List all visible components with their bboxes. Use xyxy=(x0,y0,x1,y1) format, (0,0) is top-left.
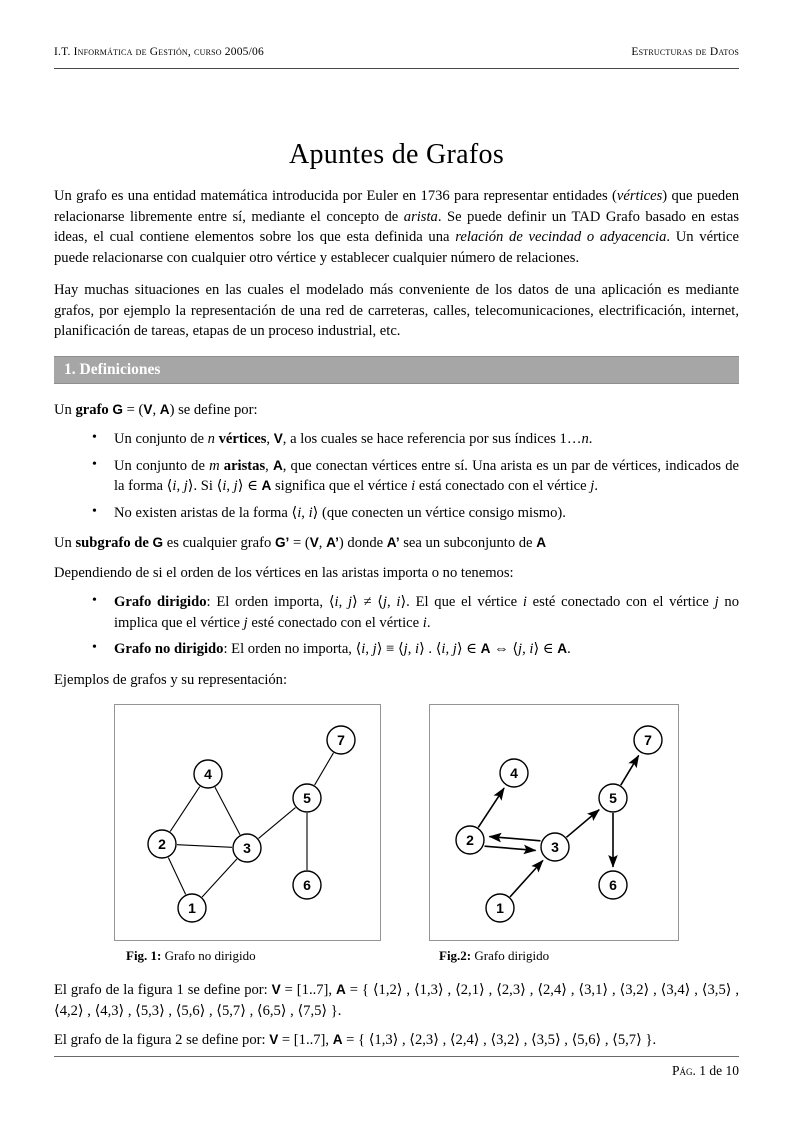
t1-j1: j xyxy=(372,641,377,657)
t1-symbol-A1: A xyxy=(480,641,491,656)
t1-i4: i xyxy=(529,641,534,657)
b1-g: , xyxy=(226,478,234,494)
b1-var-j3: j xyxy=(590,478,595,494)
t0-c: ⟩ ≠ ⟨ xyxy=(352,594,383,610)
t1-c: ⟩ ≡ ⟨ xyxy=(376,641,404,657)
b2-b: , xyxy=(301,504,309,521)
grafo-def-part-a: Un xyxy=(54,401,76,418)
grafo-definition-line xyxy=(54,400,739,421)
ejemplos-lead: Ejemplos de grafos y su representación: xyxy=(54,671,288,688)
f1def-tail: }. xyxy=(327,1002,342,1019)
f2def-mid2: = { xyxy=(342,1032,369,1048)
f2def-pairs: ⟨1,3⟩ , ⟨2,3⟩ , ⟨2,4⟩ , ⟨3,2⟩ , ⟨3,5⟩ , ⟨5,6⟩ , ⟨5,7⟩ xyxy=(368,1032,642,1048)
b0-var-n: n xyxy=(207,431,215,447)
graph-node-3: 3 xyxy=(243,840,251,856)
t0-j2: j xyxy=(382,594,388,610)
fig2-caption-text: Grafo dirigido xyxy=(471,948,550,963)
b1-bold-aristas: aristas xyxy=(223,457,266,474)
b1-var-j1: j xyxy=(183,478,188,494)
f1def-symbol-A: A xyxy=(335,982,346,997)
t1-a: : El orden no importa, ⟨ xyxy=(223,641,362,657)
b0-symbol-V: V xyxy=(273,431,283,446)
t1-b: , xyxy=(365,641,373,657)
b1-var-j2: j xyxy=(233,478,238,494)
intro-p1-part-a: Un grafo es una entidad matemática introducida por Euler en 1736 para representar entidades ( xyxy=(54,188,617,204)
sg-b: es cualquier grafo xyxy=(163,535,275,551)
graph-types-bullet-list xyxy=(54,592,739,660)
figure-2-definition xyxy=(54,1030,739,1051)
b2-c: ⟩ (que conecten un vértice consigo mismo). xyxy=(312,504,566,521)
list-item xyxy=(100,592,739,633)
graph-node-5: 5 xyxy=(303,790,311,806)
fig1-caption-text: Grafo no dirigido xyxy=(161,948,256,963)
b2-var-i1: i xyxy=(297,504,302,521)
t0-bold-dirigido: Grafo dirigido xyxy=(114,594,207,610)
dependiendo-line: Dependiendo de si el orden de los vértices en las aristas importa o no tenemos: xyxy=(54,564,514,581)
t0-i2: i xyxy=(396,594,401,610)
b1-var-i2: i xyxy=(222,478,227,494)
b1-c: , xyxy=(265,457,273,474)
b1-var-m: m xyxy=(209,457,220,474)
b1-var-i1: i xyxy=(172,478,177,494)
graph-node-2: 2 xyxy=(158,836,166,852)
intro-p1-italic-vertices: vértices xyxy=(616,188,663,204)
b1-f: ⟩. Si ⟨ xyxy=(187,478,223,494)
graph-node-1: 1 xyxy=(188,900,196,916)
running-head xyxy=(54,46,739,58)
grafo-def-part-c: = ( xyxy=(122,401,144,418)
footer-page-number: 1 de 10 xyxy=(695,1063,739,1078)
t0-j1: j xyxy=(347,594,353,610)
f1def-pairs: ⟨1,2⟩ , ⟨1,3⟩ , ⟨2,1⟩ , ⟨2,3⟩ , ⟨2,4⟩ , ⟨3,1⟩ , ⟨3,2⟩ , ⟨3,4⟩ , ⟨3,5⟩ , ⟨4,2⟩ , ⟨4,3⟩ , ⟨5,3⟩ , ⟨5,6⟩ , ⟨5,7⟩ , ⟨6,5⟩ , ⟨7,5⟩ xyxy=(54,982,739,1019)
b1-symbol-A2: A xyxy=(261,478,272,493)
t0-i1: i xyxy=(334,594,339,610)
t0-h: esté conectado con el vértice xyxy=(247,614,423,631)
intro-paragraph-1 xyxy=(54,186,739,268)
t0-i3: i xyxy=(522,594,527,610)
graph-node-3: 3 xyxy=(551,839,559,855)
sg-c: = ( xyxy=(289,535,310,551)
t1-i3: i xyxy=(441,641,446,657)
intro-p1-part-b: ) que pueden relacionarse libremente entre sí, mediante el concepto de xyxy=(54,188,739,225)
graph-node-6: 6 xyxy=(609,877,617,893)
subgrafo-definition xyxy=(54,533,739,554)
b1-l: está conectado con el vértice xyxy=(415,478,591,494)
definitions-bullet-list xyxy=(54,429,739,523)
t0-g: no implica que el vértice xyxy=(114,594,739,631)
t1-m: . xyxy=(567,641,571,657)
intro-p1-italic-relacion: relación de vecindad o adyacencia xyxy=(455,229,667,245)
b1-d: , que conectan vértices entre sí. Una arista es un par de vértices, indicados de la forma ⟨ xyxy=(114,457,739,494)
intro-p1-part-c: . Se puede definir un TAD Grafo basado en estas ideas, el cual contiene elementos sobre los que esta definida una xyxy=(54,208,739,245)
section-heading-definiciones: 1. Definiciones xyxy=(54,356,739,384)
sg-symbol-A: A xyxy=(536,535,547,550)
figure-1-definition xyxy=(54,980,739,1021)
graph-node-1: 1 xyxy=(496,900,504,916)
f1def-mid1: = [1..7], xyxy=(280,982,336,998)
grafo-def-symbol-V: V xyxy=(143,401,153,417)
f1def-mid2: = { xyxy=(345,982,373,998)
b1-var-i3: i xyxy=(411,478,416,494)
page-title: Apuntes de Grafos xyxy=(288,138,505,170)
t0-e: ⟩. El que el vértice xyxy=(400,594,523,610)
graph-node-4: 4 xyxy=(204,766,212,782)
b1-k: significa que el vértice xyxy=(271,478,412,494)
sg-symbol-Aprime: A’ xyxy=(326,535,339,550)
b0-e: . xyxy=(588,431,593,447)
graph-node-7: 7 xyxy=(337,732,345,748)
figure-1-frame xyxy=(114,704,381,941)
b0-a: Un conjunto de xyxy=(114,431,208,447)
b0-c: , xyxy=(266,431,274,447)
sg-symbol-Gprime: G’ xyxy=(274,535,290,550)
footer-pag-label: Pág. xyxy=(671,1063,696,1078)
t1-l: ⟩ ∈ xyxy=(533,641,558,657)
t1-e: ⟩ . ⟨ xyxy=(419,641,442,657)
f2def-symbol-A: A xyxy=(332,1032,343,1047)
t0-a: : El orden importa, ⟨ xyxy=(206,594,335,610)
grafo-def-part-e: , xyxy=(152,401,160,418)
intro-p1-italic-arista: arista xyxy=(403,208,438,225)
f2def-symbol-V: V xyxy=(269,1032,279,1047)
t1-k: , xyxy=(522,641,530,657)
grafo-def-bold-grafo: grafo xyxy=(75,401,113,418)
graph-node-7: 7 xyxy=(644,732,652,748)
document-body xyxy=(54,186,739,1060)
list-item xyxy=(100,503,739,524)
intro-paragraph-2: Hay muchas situaciones en las cuales el modelado más conveniente de los datos de una aplicación es mediante grafos, por ejemplo la representación de una red de carreteras, calles, telecomunicaciones, electrificación, internet, planificación de tareas, etapas de un proceso industrial, etc. xyxy=(54,282,739,339)
sg-symbol-V: V xyxy=(309,535,319,550)
f1def-symbol-V: V xyxy=(271,982,281,997)
t1-symbol-A2: A xyxy=(557,641,568,656)
t1-bold-no-dirigido: Grafo no dirigido xyxy=(114,641,224,657)
t0-d: , xyxy=(387,594,397,610)
footer-rule xyxy=(54,1056,739,1057)
b1-h: ⟩ ∈ xyxy=(237,478,262,494)
grafo-def-part-g: ) se define por: xyxy=(169,401,258,418)
sg-symbol-Aprime2: A’ xyxy=(386,535,400,550)
graph-node-2: 2 xyxy=(466,832,474,848)
intro-p1-part-d: . Un vértice puede relacionarse con cualquier otro vértice y establecer cualquier número de relaciones. xyxy=(54,229,739,266)
t0-b: , xyxy=(338,594,348,610)
t0-j3: j xyxy=(714,594,719,610)
fig1-caption-label: Fig. 1: xyxy=(126,948,162,963)
figure-2-frame xyxy=(429,704,679,941)
sg-e: ) donde xyxy=(338,535,387,551)
sg-bold-subgrafo: subgrafo de xyxy=(75,535,153,551)
grafo-def-symbol-A: A xyxy=(159,401,170,417)
f1def-lead: El grafo de la figura 1 se define por: xyxy=(54,982,272,998)
t1-j3: j xyxy=(452,641,457,657)
t1-f: , xyxy=(445,641,453,657)
running-head-left: I.T. Informática de Gestión, curso 2005/06 xyxy=(54,46,264,58)
graph-node-5: 5 xyxy=(609,790,617,806)
t1-h: ⇔ ⟨ xyxy=(490,641,519,657)
b1-symbol-A: A xyxy=(272,457,283,473)
fig2-caption-label: Fig.2: xyxy=(439,948,472,963)
b2-var-i2: i xyxy=(308,504,313,521)
sg-f: sea un subconjunto de xyxy=(399,535,537,551)
figure-2-graph xyxy=(430,705,678,935)
figure-1-graph xyxy=(115,705,380,935)
t0-f: esté conectado con el vértice xyxy=(526,594,715,610)
t0-j4: j xyxy=(243,614,248,631)
t1-j2: j xyxy=(403,641,408,657)
t1-i2: i xyxy=(415,641,420,657)
b0-var-n2: n xyxy=(581,431,589,447)
t1-g: ⟩ ∈ xyxy=(456,641,481,657)
f2def-tail: }. xyxy=(641,1032,657,1048)
t1-d: , xyxy=(407,641,415,657)
b2-a: No existen aristas de la forma ⟨ xyxy=(114,504,298,521)
figure-captions-row xyxy=(54,948,739,964)
t0-k: . xyxy=(426,614,431,631)
figure-1-caption xyxy=(116,948,381,964)
figures-row xyxy=(54,704,739,941)
f2def-lead: El grafo de la figura 2 se define por: xyxy=(54,1032,270,1048)
b1-e: , xyxy=(176,478,184,494)
list-item xyxy=(100,429,739,450)
b1-a: Un conjunto de xyxy=(114,457,210,474)
sg-symbol-G: G xyxy=(152,535,164,550)
grafo-def-symbol-G: G xyxy=(112,401,123,417)
b1-m2: . xyxy=(594,478,598,494)
page-footer xyxy=(54,1063,739,1079)
graph-node-6: 6 xyxy=(303,877,311,893)
t1-i1: i xyxy=(361,641,366,657)
sg-d: , xyxy=(318,535,327,551)
header-rule xyxy=(54,68,739,69)
b0-bold-vertices: vértices xyxy=(218,431,267,447)
b0-d: , a los cuales se hace referencia por sus índices 1… xyxy=(282,431,582,447)
t0-i4: i xyxy=(422,614,427,631)
f2def-mid1: = [1..7], xyxy=(278,1032,333,1048)
list-item xyxy=(100,639,739,660)
graph-node-4: 4 xyxy=(510,765,518,781)
t1-j4: j xyxy=(518,641,523,657)
sg-a: Un xyxy=(54,535,76,551)
running-head-right: Estructuras de Datos xyxy=(631,46,739,58)
list-item xyxy=(100,456,739,497)
figure-2-caption xyxy=(429,948,677,964)
